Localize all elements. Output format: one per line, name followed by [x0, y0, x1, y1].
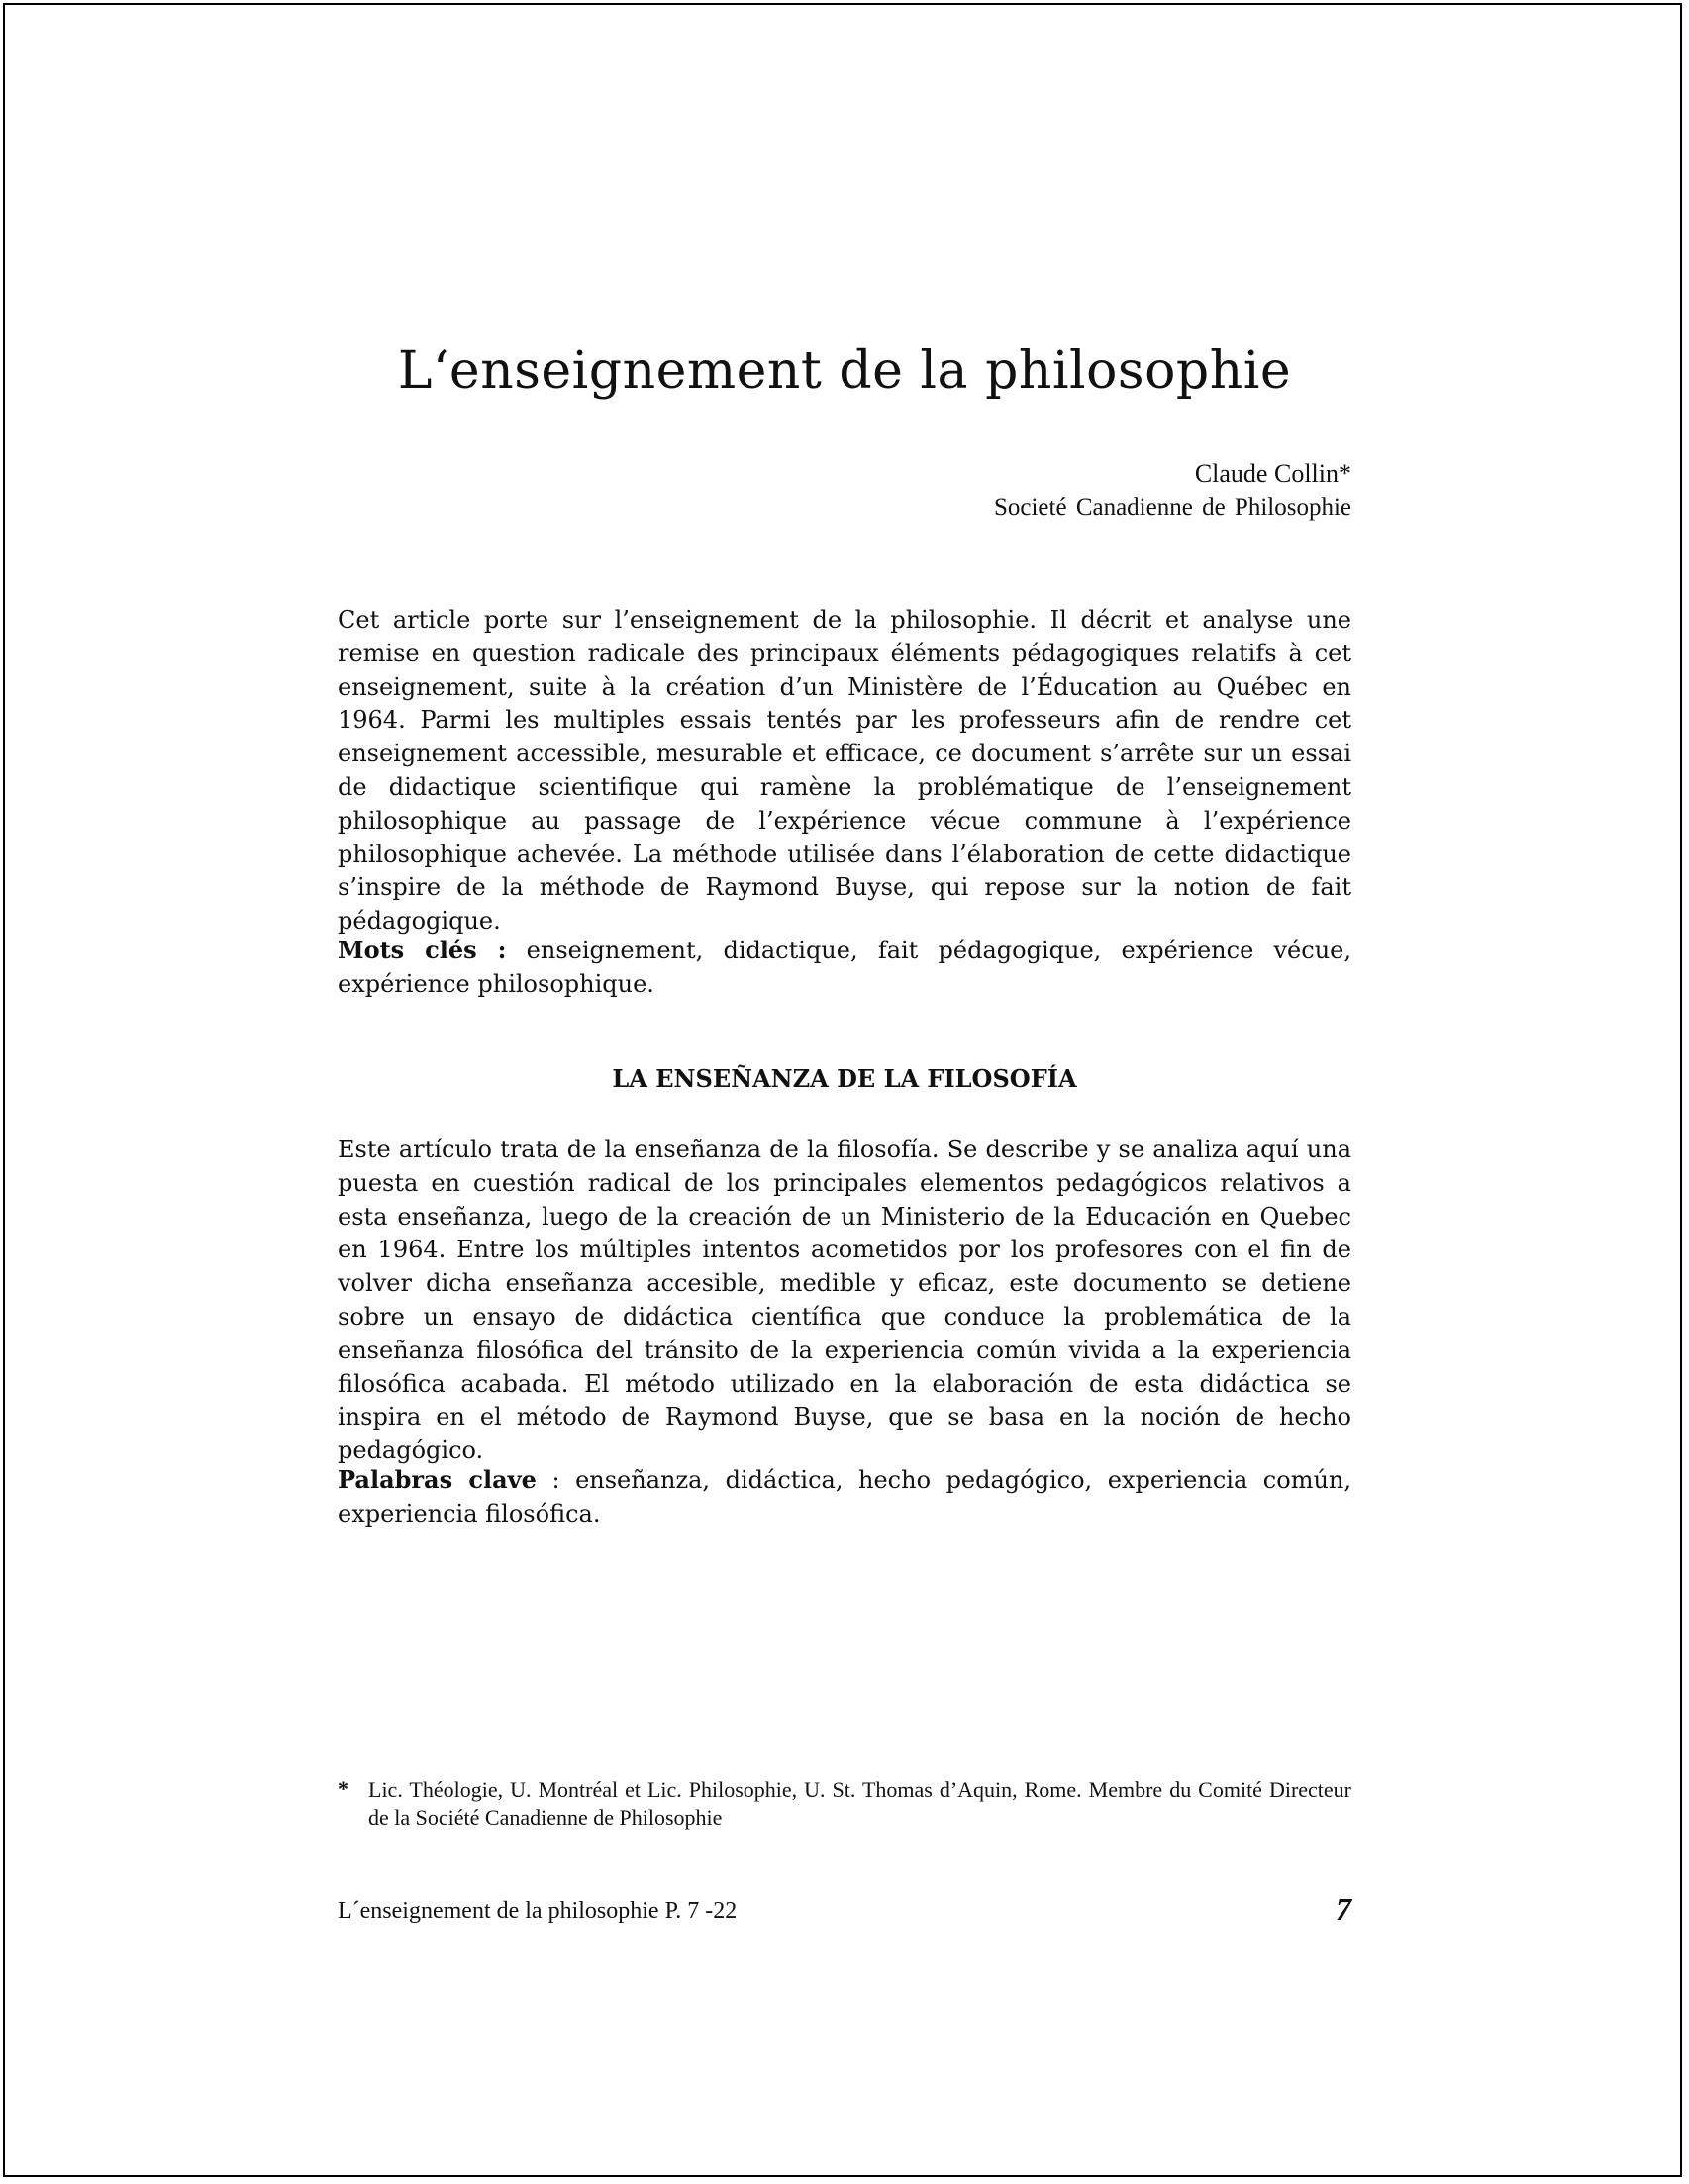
article-title: L‘enseignement de la philosophie	[397, 342, 1292, 401]
footnote	[338, 1776, 1351, 1832]
keywords-spanish-text: : enseñanza, didáctica, hecho pedagógico, experiencia común, experiencia filosófica.	[338, 1466, 1352, 1528]
keywords-spanish-label: Palabras clave	[338, 1465, 537, 1494]
spanish-section-heading: LA ENSEÑANZA DE LA FILOSOFÍA	[612, 1064, 1077, 1093]
keywords-french-label: Mots clés :	[338, 936, 507, 964]
running-footer: L´enseignement de la philosophie P. 7 -22	[338, 1898, 738, 1924]
keywords-spanish	[338, 1463, 1351, 1532]
keywords-french-text: enseignement, didactique, fait pédagogique, expérience vécue, expérience philosophique.	[338, 937, 1351, 998]
abstract-french: Cet article porte sur l’enseignement de la philosophie. Il décrit et analyse une remise en question radicale des principaux éléments pédagogiques relatifs à cet enseignement, suite à la création d’un Ministère de l’Éducation au Québec en 1964. Parmi les multiples essais tentés par les professeurs afin de rendre cet enseignement accessible, mesurable et efficace, ce document s’arrête sur un essai de didactique scientifique qui ramène la problématique de l’enseignement philosophique au passage de l’expérience vécue commune à l’expérience philosophique achevée. La méthode utilisée dans l’élaboration de cette didactique s’inspire de la méthode de Raymond Buyse, qui repose sur la notion de fait pédagogique.	[338, 606, 1351, 936]
keywords-french	[338, 934, 1351, 1002]
author-affiliation: Societé Canadienne de Philosophie	[993, 494, 1351, 521]
abstract-spanish: Este artículo trata de la enseñanza de la filosofía. Se describe y se analiza aquí una puesta en cuestión radical de los principales elementos pedagógicos relativos a esta enseñanza, luego de la creación de un Ministerio de la Educación en Quebec en 1964. Entre los múltiples intentos acometidos por los profesores con el fin de volver dicha enseñanza accesible, medible y eficaz, este documento se detiene sobre un ensayo de didáctica científica que conduce la problemática de la enseñanza filosófica del tránsito de la experiencia común vivida a la experiencia filosófica acabada. El método utilizado en la elaboración de esta didáctica se inspira en el método de Raymond Buyse, que se basa en la noción de hecho pedagógico.	[338, 1136, 1351, 1465]
footnote-text: Lic. Théologie, U. Montréal et Lic. Philosophie, U. St. Thomas d’Aquin, Rome. Membre du Comité Directeur de la Société Canadienne de Philosophie	[368, 1777, 1351, 1830]
author-block	[994, 457, 1351, 525]
author-name: Claude Collin*	[1194, 459, 1351, 488]
page-number: 7	[1336, 1891, 1351, 1927]
footnote-mark: *	[338, 1776, 348, 1801]
